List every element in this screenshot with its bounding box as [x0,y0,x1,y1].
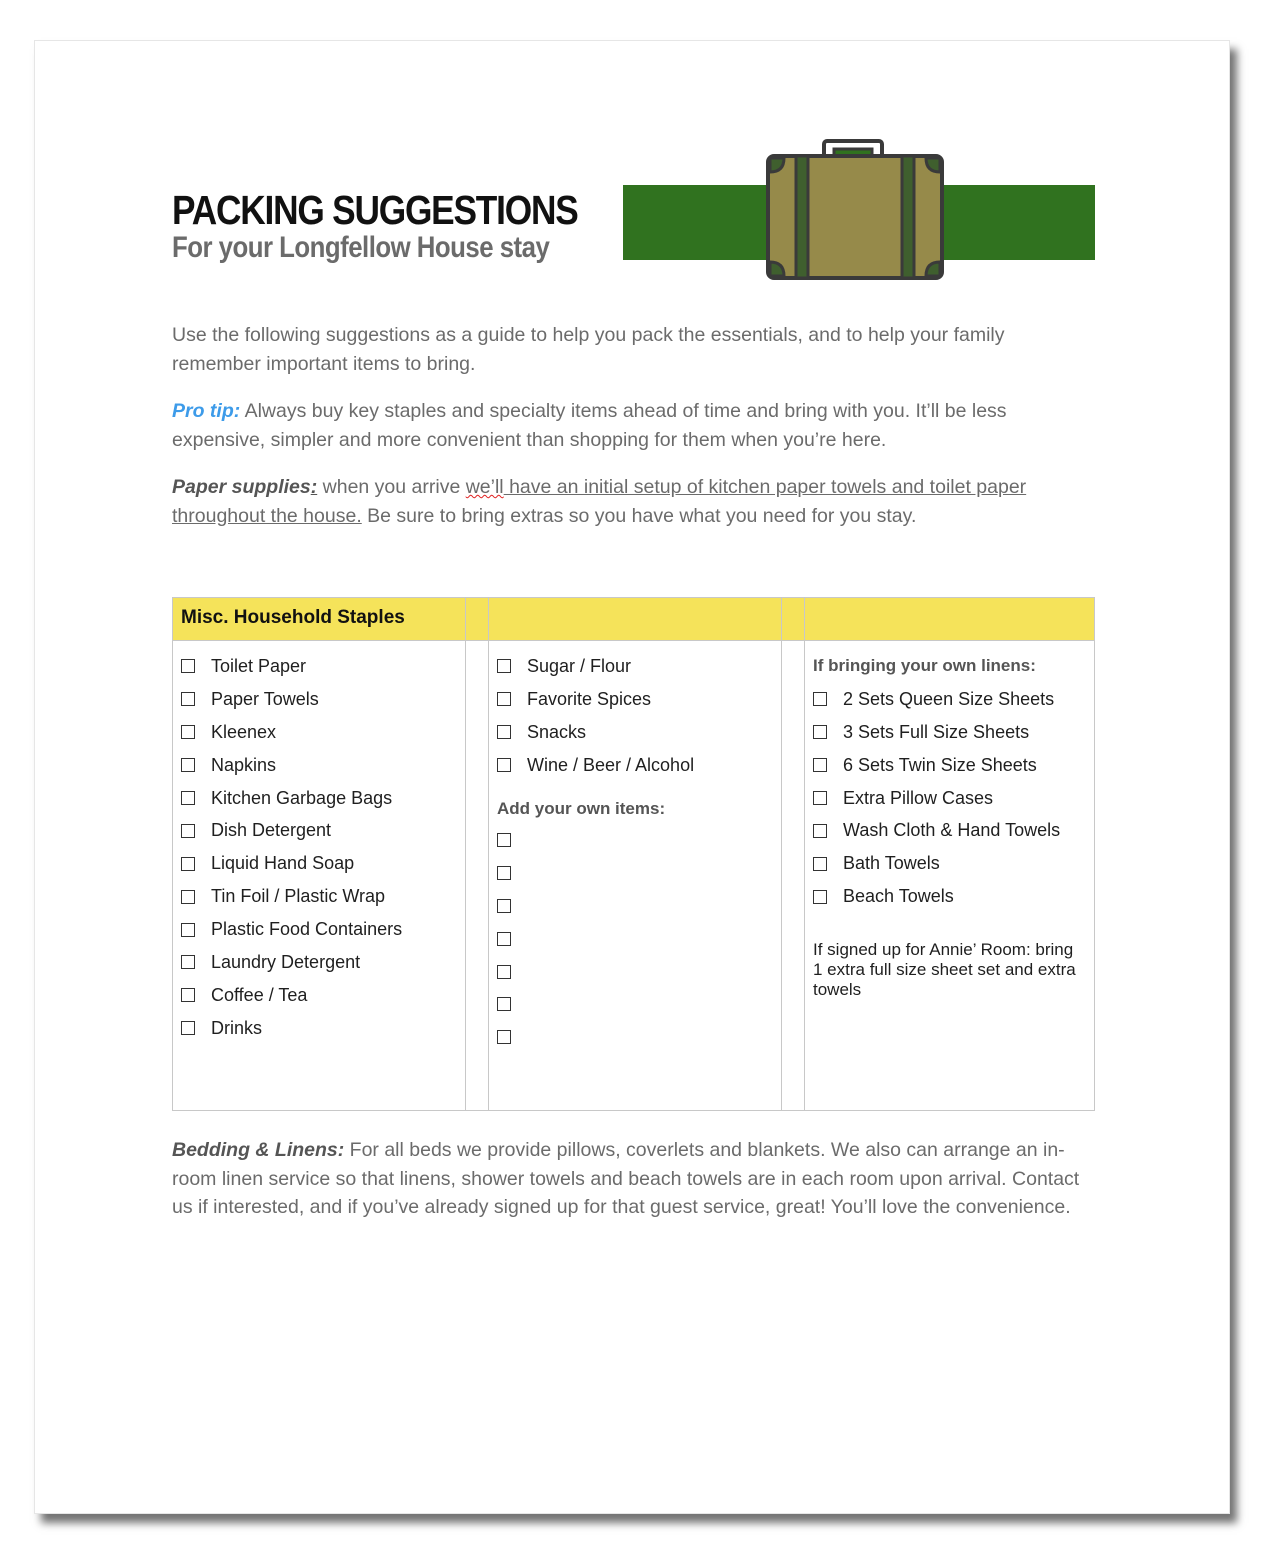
checkbox-icon[interactable] [181,692,195,706]
checklist-item[interactable] [181,683,461,716]
suitcase-icon [765,139,945,281]
checklist-item-label: Wine / Beer / Alcohol [527,754,695,775]
page-title: PACKING SUGGESTIONS [172,187,578,233]
checkbox-icon[interactable] [497,932,511,946]
checklist-item-label: Drinks [211,1017,263,1038]
checkbox-icon[interactable] [497,1030,511,1044]
checklist-header-row [173,598,1094,641]
pro-tip-text: Always buy key staples and specialty items ahead of time and bring with you. It’ll be less expensive, simpler and more convenient than shopping for them when you’re here. [172,400,1007,451]
checklist-item-label: Tin Foil / Plastic Wrap [211,886,386,907]
checklist-item[interactable] [181,716,461,749]
checklist-item-label: 6 Sets Twin Size Sheets [843,754,1037,775]
blank-checklist-item[interactable] [497,988,777,1021]
checklist-item-label: Laundry Detergent [211,951,361,972]
checkbox-icon[interactable] [181,890,195,904]
checklist-item-label: Toilet Paper [211,655,307,676]
checklist-item-label: 3 Sets Full Size Sheets [843,721,1030,742]
checkbox-icon[interactable] [497,692,511,706]
pro-tip-label: Pro tip: [172,400,241,422]
bedding-paragraph [172,1136,1097,1222]
packing-checklist-table [172,597,1095,1111]
checkbox-icon[interactable] [497,866,511,880]
bedding-label: Bedding & Linens: [172,1139,345,1161]
page-subtitle: For your Longfellow House stay [172,231,550,264]
checklist-item-label: Extra Pillow Cases [843,787,994,808]
pro-tip-paragraph [172,397,1097,454]
checklist-item[interactable] [181,946,461,979]
paper-supplies-text-a: when you arrive [317,476,466,498]
checkbox-icon[interactable] [813,791,827,805]
checklist-item[interactable] [497,650,777,683]
checklist-item-label: Sugar / Flour [527,655,632,676]
bedding-text: For all beds we provide pillows, coverlets and blankets. We also can arrange an in-room linen service so that linens, shower towels and beach towels are in each room upon arrival. Contact us if interested, and if you’ve already signed up for that guest service, great! You’ll love the convenience. [172,1139,1080,1218]
checkbox-icon[interactable] [181,955,195,969]
blank-checklist-item[interactable] [497,856,777,889]
checklist-item-label: Kitchen Garbage Bags [211,787,393,808]
checklist-item[interactable] [181,913,461,946]
checkbox-icon[interactable] [181,857,195,871]
document-page [34,40,1230,1514]
linens-heading: If bringing your own linens: [813,656,1036,676]
checklist-item-label: Snacks [527,721,587,742]
paper-supplies-text-b: Be sure to bring extras so you have what you need for you stay. [361,504,917,527]
checklist-column-2 [497,650,777,1054]
checklist-item[interactable] [181,979,461,1012]
checkbox-icon[interactable] [181,659,195,673]
checkbox-icon[interactable] [181,923,195,937]
column-divider [488,598,489,1110]
checklist-item[interactable] [497,716,777,749]
checklist-item[interactable] [181,650,461,683]
underlined-sentence: have an initial setup of kitchen paper towels and toilet paper throughout the house. [172,476,1027,527]
checklist-item-label: Liquid Hand Soap [211,853,355,874]
checklist-item-label: Paper Towels [211,688,319,709]
checklist-item-label: 2 Sets Queen Size Sheets [843,688,1055,709]
checkbox-icon[interactable] [497,659,511,673]
checklist-header-title: Misc. Household Staples [181,607,405,628]
checklist-item-label: Coffee / Tea [211,984,308,1005]
checkbox-icon[interactable] [497,965,511,979]
checkbox-icon[interactable] [181,758,195,772]
checklist-item[interactable] [813,749,1085,782]
blank-checklist-item[interactable] [497,955,777,988]
checklist-item[interactable] [813,880,1085,913]
checkbox-icon[interactable] [813,758,827,772]
checkbox-icon[interactable] [813,692,827,706]
column-divider [781,598,782,1110]
checkbox-icon[interactable] [181,791,195,805]
checklist-item[interactable] [813,847,1085,880]
checklist-item-label: Kleenex [211,721,277,742]
checkbox-icon[interactable] [497,725,511,739]
checklist-item-label: Wash Cloth & Hand Towels [843,820,1061,841]
intro-paragraph: Use the following suggestions as a guide to help you pack the essentials, and to help your family remember important items to bring. [172,324,1005,375]
checklist-column-1 [181,650,461,1045]
checkbox-icon[interactable] [813,824,827,838]
checklist-item[interactable] [497,749,777,782]
checkbox-icon[interactable] [813,890,827,904]
blank-checklist-item[interactable] [497,922,777,955]
misspelled-word: we’ll [465,476,504,498]
checklist-item[interactable] [181,814,461,847]
checklist-item[interactable] [813,782,1085,815]
checkbox-icon[interactable] [181,1021,195,1035]
paper-supplies-colon: : [310,476,318,498]
checklist-item[interactable] [181,1012,461,1045]
checklist-item[interactable] [181,847,461,880]
blank-checklist-item[interactable] [497,824,777,857]
checkbox-icon[interactable] [497,833,511,847]
checkbox-icon[interactable] [497,899,511,913]
checklist-item[interactable] [813,716,1085,749]
checklist-item-label: Favorite Spices [527,688,652,709]
checklist-column-3 [813,650,1085,1000]
checklist-item-label: Bath Towels [843,853,940,874]
column-divider [804,598,805,1110]
checkbox-icon[interactable] [181,725,195,739]
checklist-item-label: Dish Detergent [211,820,332,841]
checkbox-icon[interactable] [497,758,511,772]
blank-checklist-item[interactable] [497,1021,777,1054]
checkbox-icon[interactable] [813,725,827,739]
checklist-item[interactable] [181,749,461,782]
checklist-item[interactable] [181,782,461,815]
annie-room-note: If signed up for Annie’ Room: bring 1 extra full size sheet set and extra towels [813,940,1076,1000]
checklist-item-label: Beach Towels [843,886,954,907]
checklist-item[interactable] [813,683,1085,716]
checklist-item[interactable] [181,880,461,913]
column-divider [465,598,466,1110]
blank-checklist-item[interactable] [497,889,777,922]
paper-supplies-paragraph [172,473,1097,530]
paper-supplies-label: Paper supplies [172,476,311,498]
add-own-items-heading: Add your own items: [497,798,666,818]
checklist-item[interactable] [497,683,777,716]
checklist-item-label: Napkins [211,754,277,775]
checkbox-icon[interactable] [181,824,195,838]
checklist-item-label: Plastic Food Containers [211,919,403,940]
checkbox-icon[interactable] [181,988,195,1002]
checkbox-icon[interactable] [813,857,827,871]
checkbox-icon[interactable] [497,997,511,1011]
checklist-item[interactable] [813,814,1085,847]
